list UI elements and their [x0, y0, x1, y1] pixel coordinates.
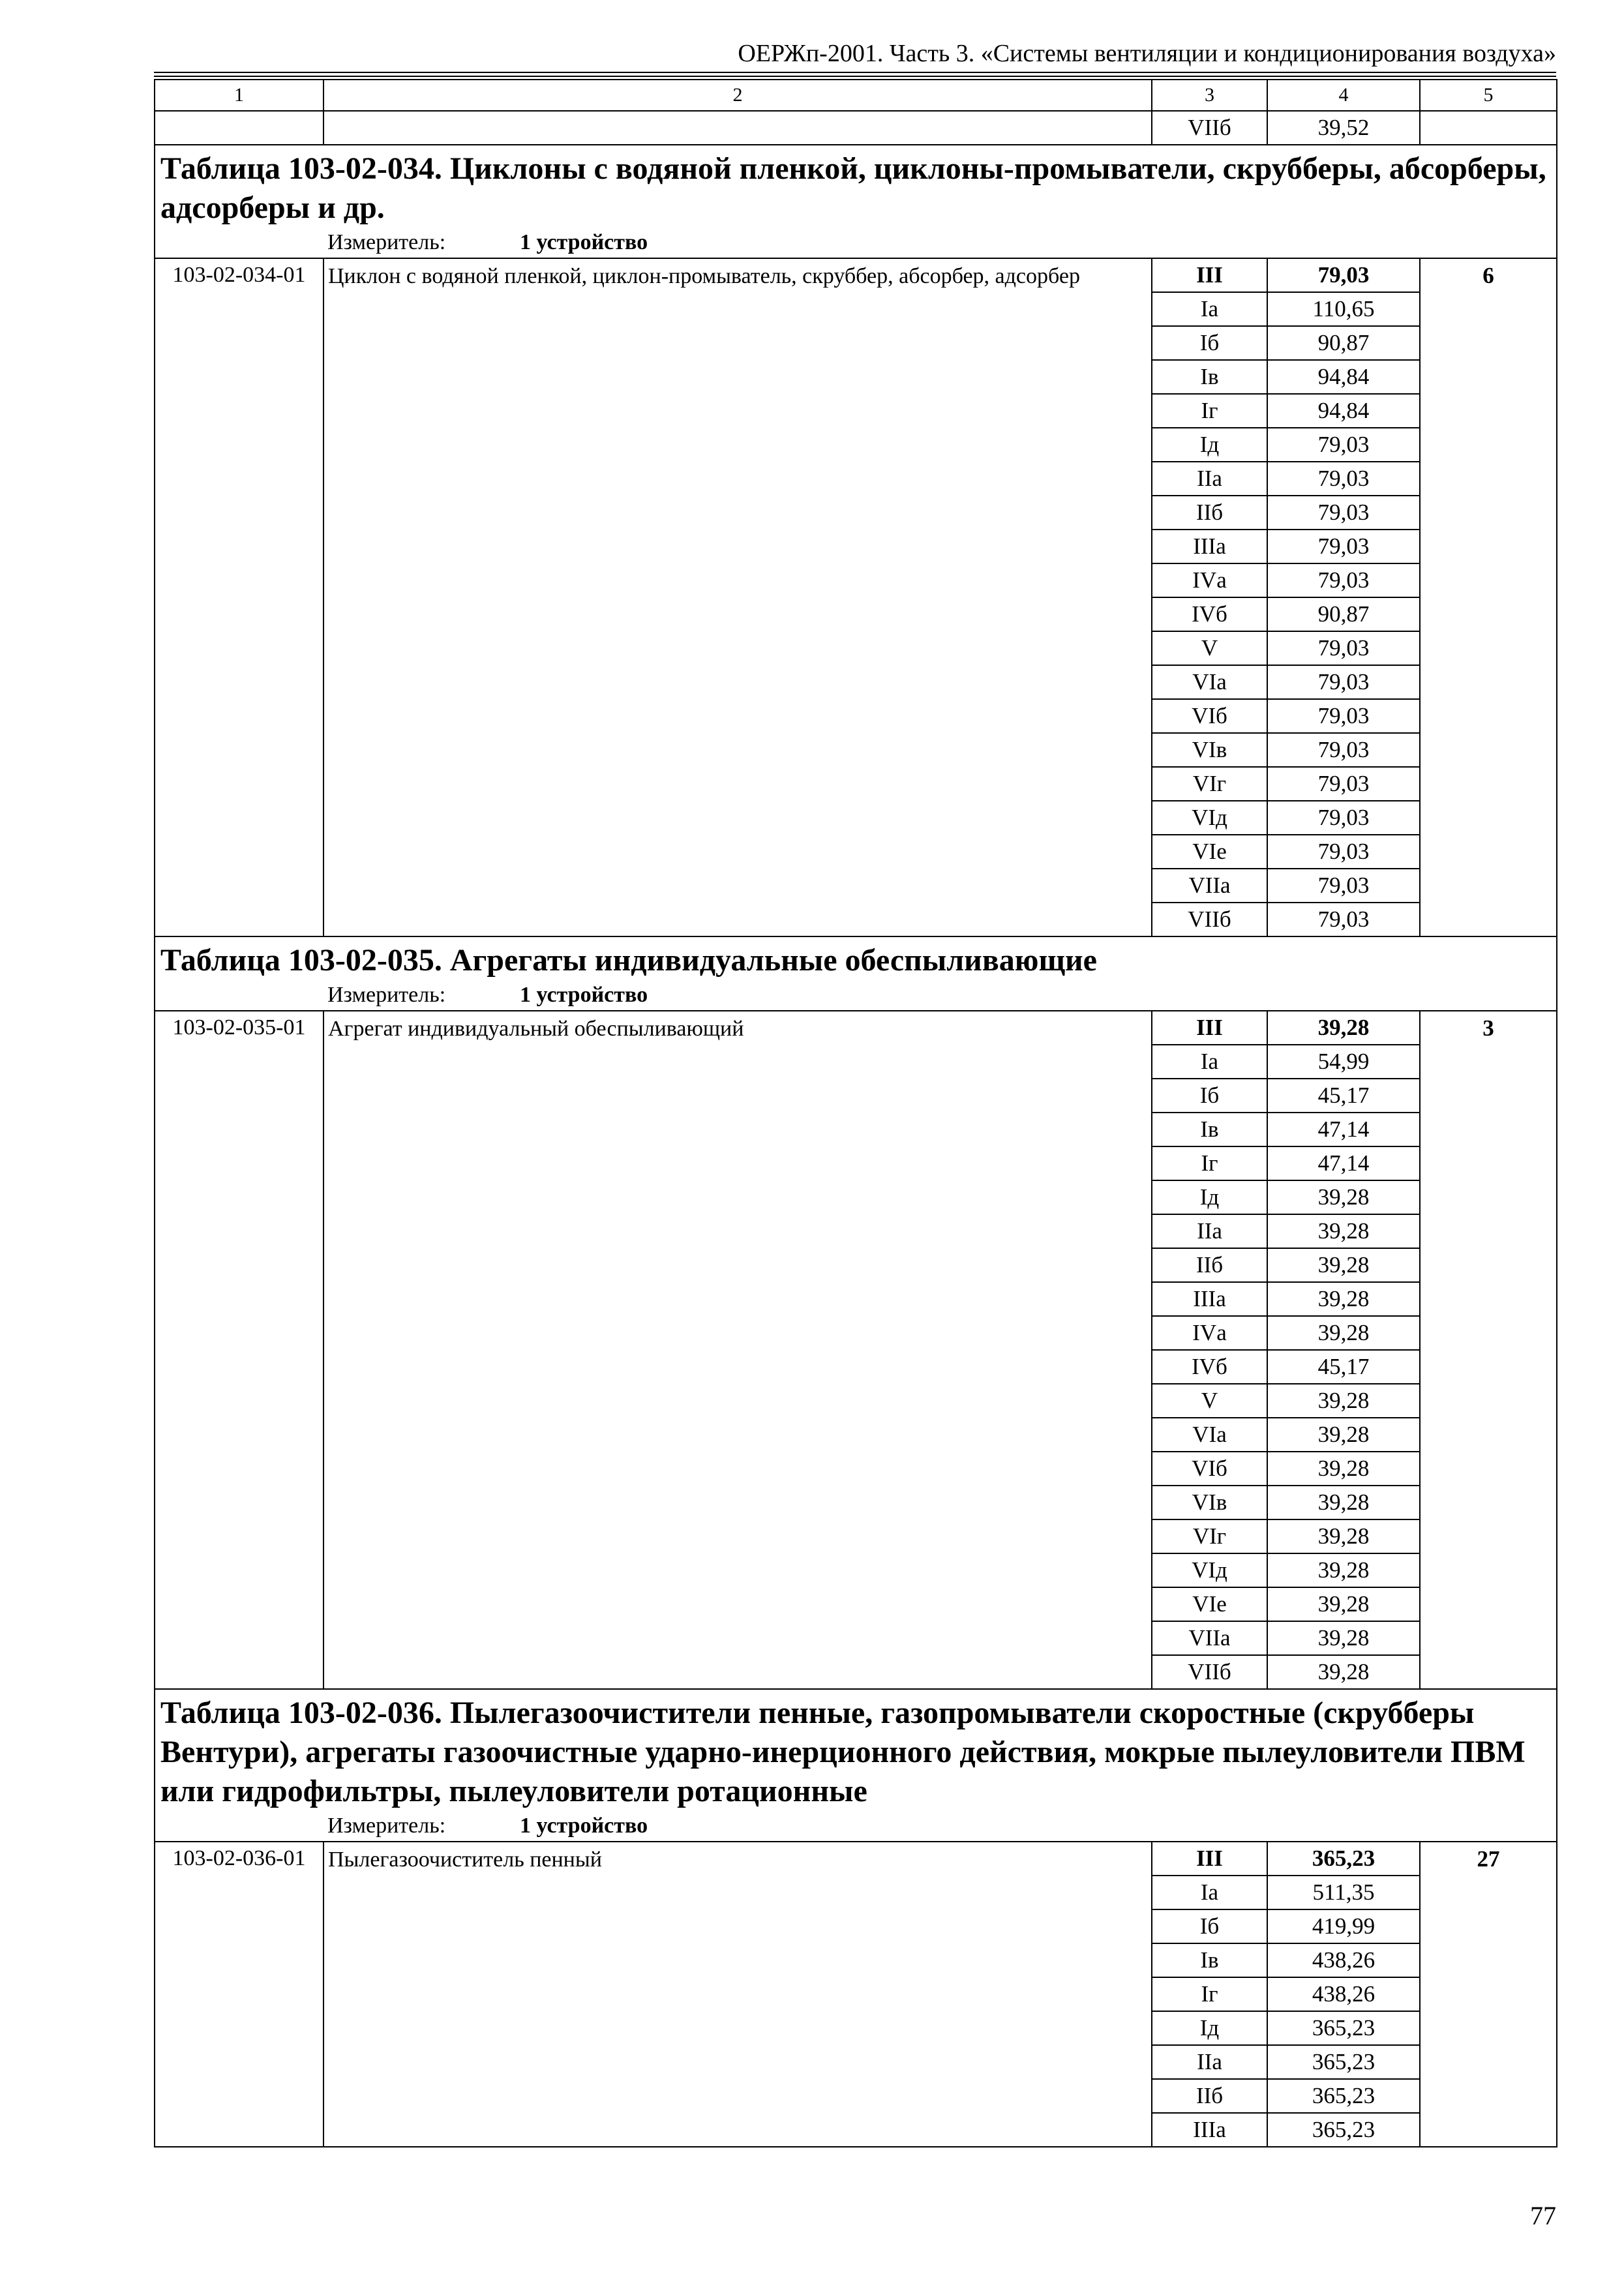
table-title-row	[155, 145, 1557, 258]
zone-cell: VIIа	[1152, 869, 1267, 903]
zone-cell: VIа	[1152, 665, 1267, 699]
zone-cell: VIг	[1152, 767, 1267, 801]
rate-description: Циклон с водяной пленкой, циклон-промыватель, скруббер, абсорбер, адсорбер	[323, 258, 1152, 936]
zone-cell: Iг	[1152, 1977, 1267, 2011]
measure-value: 1 устройство	[520, 983, 648, 1007]
table-title-row	[155, 1689, 1557, 1842]
zone-cell: Iв	[1152, 360, 1267, 394]
price-cell: 39,28	[1267, 1519, 1420, 1553]
zone-cell: Iд	[1152, 428, 1267, 462]
zone-cell: VIд	[1152, 801, 1267, 835]
price-cell: 39,28	[1267, 1452, 1420, 1486]
zone-cell: III	[1152, 258, 1267, 292]
price-cell: 79,03	[1267, 801, 1420, 835]
table-row	[155, 258, 1557, 292]
running-header: ОЕРЖп-2001. Часть 3. «Системы вентиляции и кондиционирования воздуха»	[738, 40, 1556, 67]
zone-cell: Iб	[1152, 1079, 1267, 1113]
zone-cell: Iа	[1152, 292, 1267, 326]
price-cell: 79,03	[1267, 462, 1420, 496]
measure-label: Измеритель:	[327, 983, 446, 1007]
price-cell: 39,28	[1267, 1011, 1420, 1045]
zone-cell: VIIб	[1152, 111, 1267, 145]
price-cell: 39,28	[1267, 1214, 1420, 1248]
price-cell: 419,99	[1267, 1909, 1420, 1943]
price-cell: 79,03	[1267, 631, 1420, 665]
column-number: 1	[155, 80, 323, 111]
table-row	[155, 1011, 1557, 1045]
zone-cell: Iб	[1152, 326, 1267, 360]
zone-cell: III	[1152, 1011, 1267, 1045]
zone-cell: VIе	[1152, 835, 1267, 869]
zone-cell: Iв	[1152, 1113, 1267, 1146]
table-row	[155, 1842, 1557, 1876]
zone-cell: IIIа	[1152, 2113, 1267, 2147]
table-title-cell	[155, 936, 1557, 1011]
rate-code: 103-02-035-01	[155, 1011, 323, 1689]
zone-cell: Iб	[1152, 1909, 1267, 1943]
price-cell: 39,52	[1267, 111, 1420, 145]
price-cell: 39,28	[1267, 1282, 1420, 1316]
zone-cell: V	[1152, 1384, 1267, 1418]
price-cell: 94,84	[1267, 394, 1420, 428]
zone-cell: IIIа	[1152, 1282, 1267, 1316]
zone-cell: Iа	[1152, 1045, 1267, 1079]
price-cell: 39,28	[1267, 1316, 1420, 1350]
price-cell: 47,14	[1267, 1113, 1420, 1146]
rate-description: Пылегазоочиститель пенный	[323, 1842, 1152, 2147]
empty-cell	[155, 111, 323, 145]
measure-line	[160, 981, 1551, 1009]
zone-cell: Iв	[1152, 1943, 1267, 1977]
price-cell: 79,03	[1267, 733, 1420, 767]
column-number: 5	[1420, 80, 1557, 111]
zone-cell: IIа	[1152, 1214, 1267, 1248]
price-cell: 438,26	[1267, 1977, 1420, 2011]
price-cell: 79,03	[1267, 496, 1420, 530]
table-title: Таблица 103-02-035. Агрегаты индивидуальные обеспыливающие	[160, 943, 1097, 978]
table-title-row	[155, 936, 1557, 1011]
header-rule-second	[154, 76, 1556, 77]
price-cell: 39,28	[1267, 1621, 1420, 1655]
price-cell: 90,87	[1267, 597, 1420, 631]
price-cell: 47,14	[1267, 1146, 1420, 1180]
price-cell: 79,03	[1267, 835, 1420, 869]
zone-cell: Iд	[1152, 1180, 1267, 1214]
table-title-cell	[155, 145, 1557, 258]
empty-cell	[1420, 111, 1557, 145]
measure-label: Измеритель:	[327, 1814, 446, 1838]
header-rule	[154, 72, 1556, 73]
measure-line	[160, 229, 1551, 256]
zone-cell: III	[1152, 1842, 1267, 1876]
price-table	[154, 79, 1557, 2147]
column-number-row	[155, 80, 1557, 111]
continuation-row	[155, 111, 1557, 145]
price-cell: 79,03	[1267, 258, 1420, 292]
price-cell: 79,03	[1267, 767, 1420, 801]
price-cell: 90,87	[1267, 326, 1420, 360]
zone-cell: VIд	[1152, 1553, 1267, 1587]
zone-cell: IVа	[1152, 563, 1267, 597]
zone-cell: Iа	[1152, 1876, 1267, 1909]
zone-cell: VIа	[1152, 1418, 1267, 1452]
price-cell: 511,35	[1267, 1876, 1420, 1909]
rate-description: Агрегат индивидуальный обеспыливающий	[323, 1011, 1152, 1689]
price-cell: 365,23	[1267, 2079, 1420, 2113]
zone-cell: Iг	[1152, 1146, 1267, 1180]
measure-value: 1 устройство	[520, 230, 648, 254]
price-cell: 45,17	[1267, 1350, 1420, 1384]
zone-cell: IIа	[1152, 2045, 1267, 2079]
zone-cell: IVа	[1152, 1316, 1267, 1350]
page-number: 77	[1530, 2201, 1556, 2230]
zone-cell: VIе	[1152, 1587, 1267, 1621]
zone-cell: Iд	[1152, 2011, 1267, 2045]
price-cell: 110,65	[1267, 292, 1420, 326]
zone-cell: Iг	[1152, 394, 1267, 428]
price-cell: 79,03	[1267, 665, 1420, 699]
price-cell: 39,28	[1267, 1180, 1420, 1214]
price-cell: 365,23	[1267, 2045, 1420, 2079]
measure-label: Измеритель:	[327, 230, 446, 254]
zone-cell: VIв	[1152, 1486, 1267, 1519]
price-cell: 39,28	[1267, 1655, 1420, 1689]
price-cell: 79,03	[1267, 563, 1420, 597]
price-cell: 39,28	[1267, 1418, 1420, 1452]
price-cell: 79,03	[1267, 903, 1420, 936]
zone-cell: VIIб	[1152, 1655, 1267, 1689]
labor-cost: 6	[1420, 258, 1557, 936]
price-cell: 39,28	[1267, 1587, 1420, 1621]
rate-code: 103-02-034-01	[155, 258, 323, 936]
column-number: 4	[1267, 80, 1420, 111]
zone-cell: V	[1152, 631, 1267, 665]
labor-cost: 27	[1420, 1842, 1557, 2147]
price-cell: 365,23	[1267, 1842, 1420, 1876]
price-cell: 39,28	[1267, 1384, 1420, 1418]
price-cell: 79,03	[1267, 428, 1420, 462]
price-cell: 438,26	[1267, 1943, 1420, 1977]
price-cell: 39,28	[1267, 1486, 1420, 1519]
zone-cell: VIб	[1152, 699, 1267, 733]
zone-cell: IIб	[1152, 1248, 1267, 1282]
price-cell: 94,84	[1267, 360, 1420, 394]
zone-cell: VIIб	[1152, 903, 1267, 936]
price-cell: 79,03	[1267, 699, 1420, 733]
price-cell: 365,23	[1267, 2011, 1420, 2045]
column-number: 2	[323, 80, 1152, 111]
zone-cell: IIа	[1152, 462, 1267, 496]
price-cell: 39,28	[1267, 1553, 1420, 1587]
zone-cell: IVб	[1152, 1350, 1267, 1384]
price-cell: 365,23	[1267, 2113, 1420, 2147]
price-cell: 79,03	[1267, 530, 1420, 563]
zone-cell: IIб	[1152, 496, 1267, 530]
zone-cell: VIб	[1152, 1452, 1267, 1486]
column-number: 3	[1152, 80, 1267, 111]
measure-line	[160, 1812, 1551, 1840]
measure-value: 1 устройство	[520, 1814, 648, 1838]
empty-cell	[323, 111, 1152, 145]
labor-cost: 3	[1420, 1011, 1557, 1689]
zone-cell: VIг	[1152, 1519, 1267, 1553]
table-title: Таблица 103-02-034. Циклоны с водяной пленкой, циклоны-промыватели, скрубберы, абсорберы, адсорберы и др.	[160, 151, 1546, 225]
table-title-cell	[155, 1689, 1557, 1842]
zone-cell: IIб	[1152, 2079, 1267, 2113]
price-cell: 45,17	[1267, 1079, 1420, 1113]
zone-cell: IIIа	[1152, 530, 1267, 563]
price-cell: 54,99	[1267, 1045, 1420, 1079]
price-cell: 39,28	[1267, 1248, 1420, 1282]
zone-cell: VIIа	[1152, 1621, 1267, 1655]
table-title: Таблица 103-02-036. Пылегазоочистители пенные, газопромыватели скоростные (скрубберы Вентури), агрегаты газоочистные ударно-инерционного действия, мокрые пылеуловители ПВМ или гидрофильтры, пылеуловители ротационные	[160, 1696, 1526, 1808]
zone-cell: VIв	[1152, 733, 1267, 767]
price-cell: 79,03	[1267, 869, 1420, 903]
zone-cell: IVб	[1152, 597, 1267, 631]
rate-code: 103-02-036-01	[155, 1842, 323, 2147]
